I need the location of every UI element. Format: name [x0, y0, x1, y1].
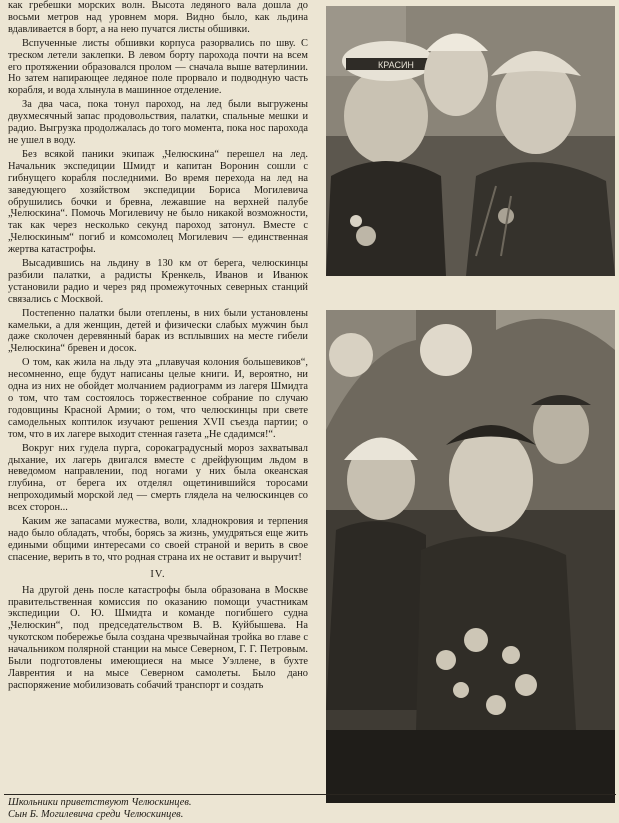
caption-divider: [4, 794, 616, 795]
paragraph: Без всякой паники экипаж „Челюскина“ перешел на лед. Начальник экспедиции Шмидт и капитан Воронин сошли с гибнущего корабля последними. Во время перехода на лед на заведующего хозяйством экспедиции Бориса Могилевича обрушились бочки и бревна, лежавшие на верхней палубе „Челюскина“. Помочь Могилевичу не было никакой возможности, так как через несколько секунд пароход затонул. Вместе с „Челюскиным“ погиб и комсомолец Могилевич — единственная жертва катастрофы.: [8, 148, 308, 256]
cap-ribbon-text: КРАСИН: [378, 60, 414, 70]
paragraph: О том, как жила на льду эта „плавучая колония большевиков“, несомненно, еще будут написаны целые книги. И, вероятно, ни одна из них не обойдет молчанием радиограмм из лагеря Шмидта о том, что там состоялось торжественное собрание по случаю годовщины Красной Армии; о том, что челюскинцы при свете самодельных коптилок изучают решения XVII съезда партии; о том, что в их лагере выходит стенная газета „Не сдадимся!“.: [8, 357, 308, 440]
paragraph: На другой день после катастрофы была образована в Москве правительственная комиссия по оказанию помощи участникам экспедиции О. Ю. Шмидта и команде погибшего судна „Челюскин“, под председательством В. В. Куйбышева. На чукотском побережье была создана чрезвычайная тройка во главе с начальником полярной станции на мысе Северном, Г. Г. Петровым. Были подготовлены имеющиеся на мысе Уэллене, в бухте Лаврентия и на мысе Северном самолеты. Было дано распоряжение мобилизовать собачий транспорт и создать: [8, 584, 308, 691]
caption-top-photo: Школьники приветствуют Челюскинцев.: [8, 797, 192, 808]
photo-chelyuskinites-image: [326, 310, 615, 803]
paragraph: Постепенно палатки были отеплены, в них были установлены камельки, а для женщин, детей и физически слабых мужчин был даже сколочен деревянный барак из всплывших на месте гибели „Челюскина“ бревен и досок.: [8, 307, 308, 355]
paragraph: Вокруг них гудела пурга, сорокаградусный мороз захватывал дыхание, их лагерь двигался вместе с дрейфующим льдом в неведомом направлении, под ногами у них была океанская глубина, от берега их отделял ощетинившийся торосами непроходимый морской лед — смерть глядела на челюскинцев со всех сторон...: [8, 442, 308, 514]
article-column: [8, 0, 308, 692]
paragraph: Каким же запасами мужества, воли, хладнокровия и терпения надо было обладать, чтобы, борясь за жизнь, умудряться еще жить едиными общими интересами со своей страной и верить в свое спасение, верить в то, что родная страна их не оставит и выручит!: [8, 516, 308, 563]
paragraph: как гребешки морских волн. Высота ледяного вала дошла до восьми метров над уровнем моря. Видно было, как льдина вдавливается в борт, а на нею пучатся листы обшивки.: [8, 0, 308, 35]
section-number: IV.: [150, 568, 166, 580]
paragraph: Высадившись на льдину в 130 км от берега, челюскинцы разбили палатки, а радисты Кренкель, Иванов и Иванюк установили радио и через ряд промежуточных северных станций связались с Москвой.: [8, 258, 308, 305]
photo-schoolchildren-image: [326, 6, 615, 276]
paragraph: Вспученные листы обшивки корпуса разорвались по шву. С треском летели заклепки. В левом борту парохода почти на всем его протяжении образовался пролом — сначала выше ватерлинии. Но затем напирающее ледяное поле прорвало и подводную часть корабля, и вода хлынула в машинное отделение.: [8, 37, 308, 97]
paragraph: За два часа, пока тонул пароход, на лед были выгружены двухмесячный запас продовольствия, палатки, спальные мешки и радио. Выгрузка продолжалась до того момента, пока нос парохода не ушел в воду.: [8, 99, 308, 146]
caption-bottom-photo: Сын Б. Могилевича среди Челюскинцев.: [8, 809, 184, 820]
photo-chelyuskinites: [326, 310, 615, 803]
photo-schoolchildren: [326, 6, 615, 276]
photo-captions: [8, 797, 191, 821]
